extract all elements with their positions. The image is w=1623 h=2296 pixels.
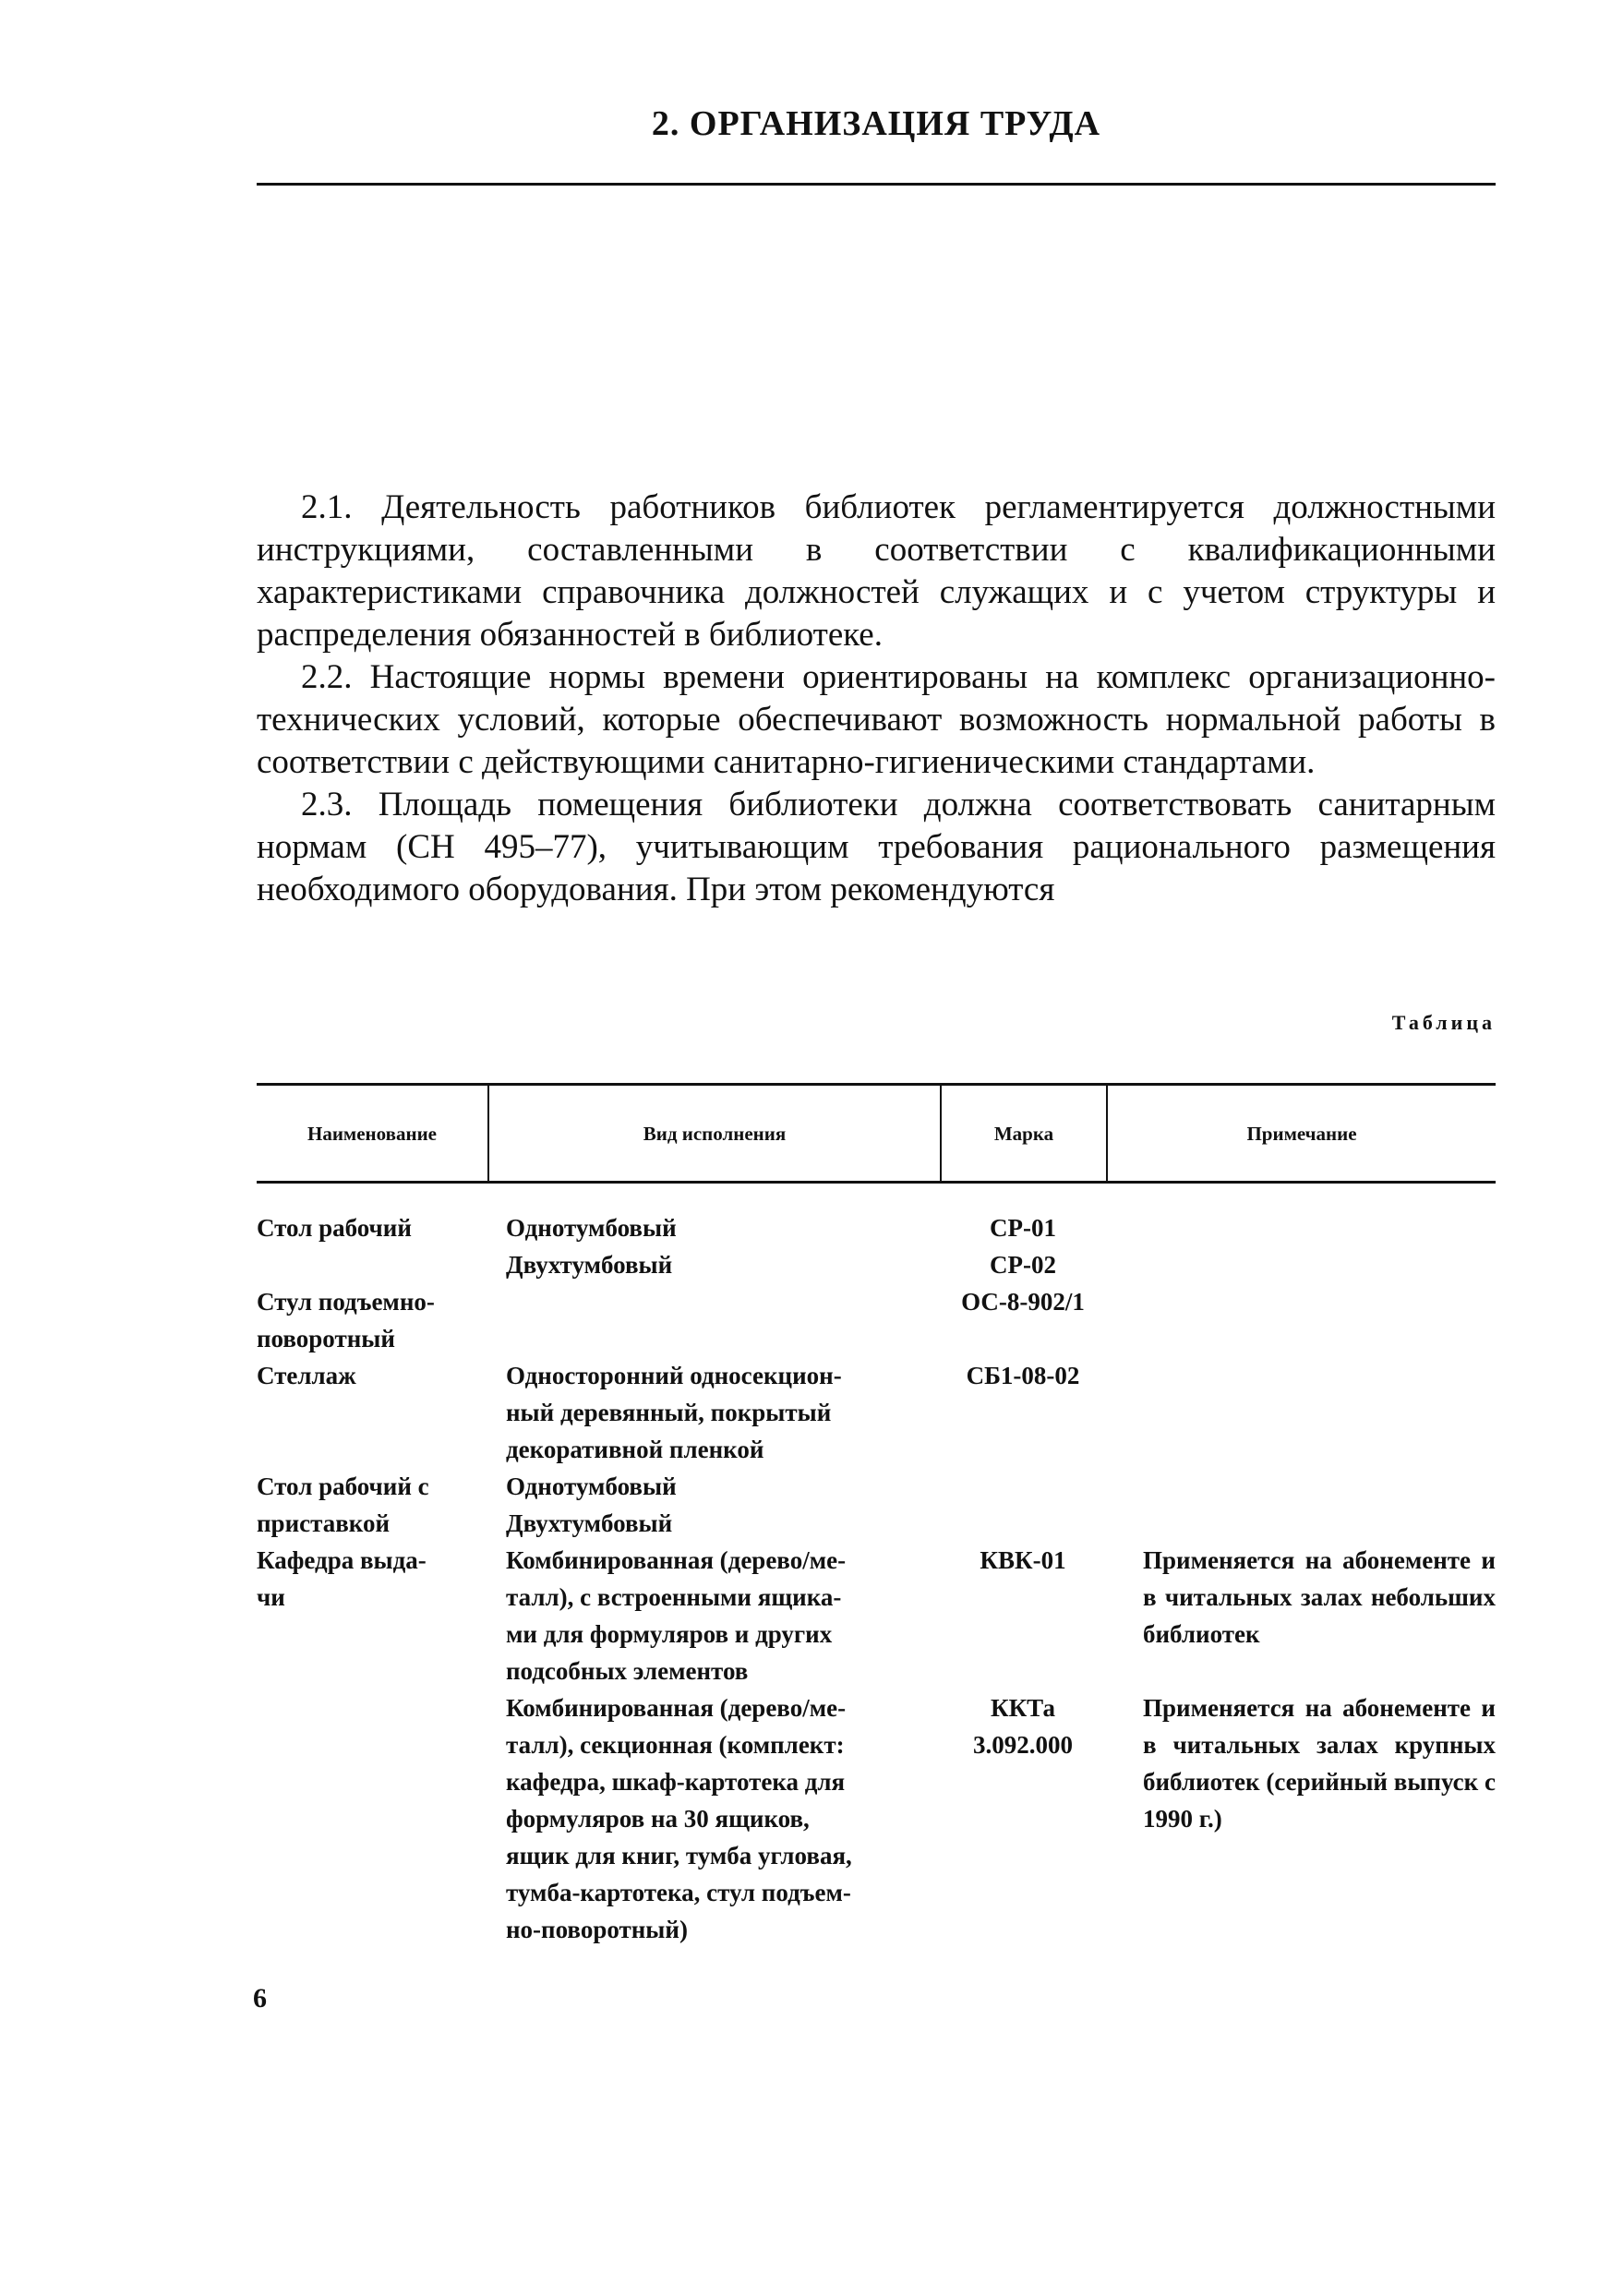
cell-type-line: Однотумбовый bbox=[506, 1214, 677, 1242]
cell-type-line: но-поворотный) bbox=[506, 1916, 688, 1943]
cell-type-line: ный деревянный, покрытый bbox=[506, 1399, 832, 1426]
cell-mark-line: СР-02 bbox=[990, 1251, 1056, 1279]
cell-name-line: Стул подъемно- bbox=[257, 1288, 435, 1316]
table-row bbox=[257, 1542, 1496, 1689]
column-header-mark: Марка bbox=[993, 1122, 1054, 1145]
table-row bbox=[257, 1283, 1496, 1357]
column-header-note: Примечание bbox=[1246, 1122, 1357, 1145]
column-header-type: Вид исполнения bbox=[643, 1122, 787, 1145]
cell-mark-line: СБ1-08-02 bbox=[966, 1362, 1080, 1389]
cell-mark-line: КВК-01 bbox=[980, 1546, 1066, 1574]
cell-mark bbox=[940, 1357, 1106, 1394]
cell-mark bbox=[940, 1689, 1106, 1763]
cell-note: Применяется на абонементе и в читальных залах небольших библиотек bbox=[1143, 1546, 1496, 1648]
cell-name bbox=[257, 1357, 487, 1394]
cell-type-line: Комбинированная (дерево/ме- bbox=[506, 1694, 847, 1722]
cell-mark bbox=[940, 1283, 1106, 1320]
table-row bbox=[257, 1689, 1496, 1948]
cell-type-line: Двухтумбовый bbox=[506, 1251, 673, 1279]
table-row bbox=[257, 1209, 1496, 1283]
table-body bbox=[257, 1209, 1496, 1948]
cell-name-line: чи bbox=[257, 1583, 285, 1611]
cell-mark bbox=[940, 1542, 1106, 1579]
equipment-table bbox=[257, 1083, 1496, 1948]
table-row bbox=[257, 1357, 1496, 1468]
cell-type-line: кафедра, шкаф-картотека для bbox=[506, 1768, 846, 1796]
cell-name-line: Стеллаж bbox=[257, 1362, 356, 1389]
cell-type-line: декоративной пленкой bbox=[506, 1436, 764, 1463]
cell-type bbox=[487, 1209, 940, 1283]
cell-type bbox=[487, 1468, 940, 1542]
table-header bbox=[257, 1083, 1496, 1184]
cell-type-line: ми для формуляров и других bbox=[506, 1620, 833, 1648]
cell-type-line: ящик для книг, тумба угловая, bbox=[506, 1842, 852, 1869]
cell-mark-line: СР-01 bbox=[990, 1214, 1056, 1242]
cell-name bbox=[257, 1209, 487, 1246]
cell-mark-line: ККТа bbox=[991, 1694, 1055, 1722]
cell-type bbox=[487, 1357, 940, 1468]
cell-name bbox=[257, 1283, 487, 1357]
cell-type-line: тумба-картотека, стул подъем- bbox=[506, 1879, 851, 1906]
cell-name-line: Кафедра выда- bbox=[257, 1546, 427, 1574]
cell-name-line: Стол рабочий bbox=[257, 1214, 412, 1242]
cell-type-line: Односторонний односекцион- bbox=[506, 1362, 842, 1389]
cell-type bbox=[487, 1542, 940, 1689]
cell-type-line: Двухтумбовый bbox=[506, 1509, 673, 1537]
cell-name bbox=[257, 1468, 487, 1542]
cell-name bbox=[257, 1542, 487, 1616]
paragraph-2-1: 2.1. Деятельность работников библиотек регламентируется должностными инструкциями, составленными в соответствии с квалификационными характеристиками справочника должностей служащих и с учетом структуры и распределения обязанностей в библиотеке. bbox=[257, 488, 1496, 654]
body-text bbox=[257, 487, 1496, 911]
page-number: 6 bbox=[253, 1983, 267, 2014]
section-heading: 2. ОРГАНИЗАЦИЯ ТРУДА bbox=[651, 104, 1101, 143]
cell-mark-line: ОС-8-902/1 bbox=[961, 1288, 1085, 1316]
paragraph-2-3: 2.3. Площадь помещения библиотеки должна соответствовать санитарным нормам (СН 495–77), учитывающим требования рационального размещения необходимого оборудования. При этом рекомендуются bbox=[257, 786, 1496, 908]
cell-type-line: формуляров на 30 ящиков, bbox=[506, 1805, 810, 1833]
cell-name-line: поворотный bbox=[257, 1325, 395, 1352]
cell-type-line: подсобных элементов bbox=[506, 1657, 749, 1685]
cell-note: Применяется на абонементе и в читальных залах крупных библиотек (серийный выпуск с 1990 г.) bbox=[1143, 1694, 1496, 1833]
cell-type-line: талл), секционная (комплект: bbox=[506, 1731, 845, 1759]
cell-type bbox=[487, 1689, 940, 1948]
cell-type-line: Комбинированная (дерево/ме- bbox=[506, 1546, 847, 1574]
heading-rule bbox=[257, 183, 1496, 186]
cell-type-line: Однотумбовый bbox=[506, 1473, 677, 1500]
cell-name-line: Стол рабочий с bbox=[257, 1473, 429, 1500]
table-caption: Таблица bbox=[1391, 1011, 1496, 1034]
cell-mark bbox=[940, 1209, 1106, 1283]
cell-mark-line: 3.092.000 bbox=[973, 1731, 1073, 1759]
cell-name-line: приставкой bbox=[257, 1509, 391, 1537]
cell-type-line: талл), с встроенными ящика- bbox=[506, 1583, 842, 1611]
column-header-name: Наименование bbox=[307, 1122, 437, 1145]
table-row bbox=[257, 1468, 1496, 1542]
paragraph-2-2: 2.2. Настоящие нормы времени ориентированы на комплекс организационно-технических условий, которые обеспечивают возможность нормальной работы в соответствии с действующими санитарно-гигиеническими стандартами. bbox=[257, 658, 1496, 781]
